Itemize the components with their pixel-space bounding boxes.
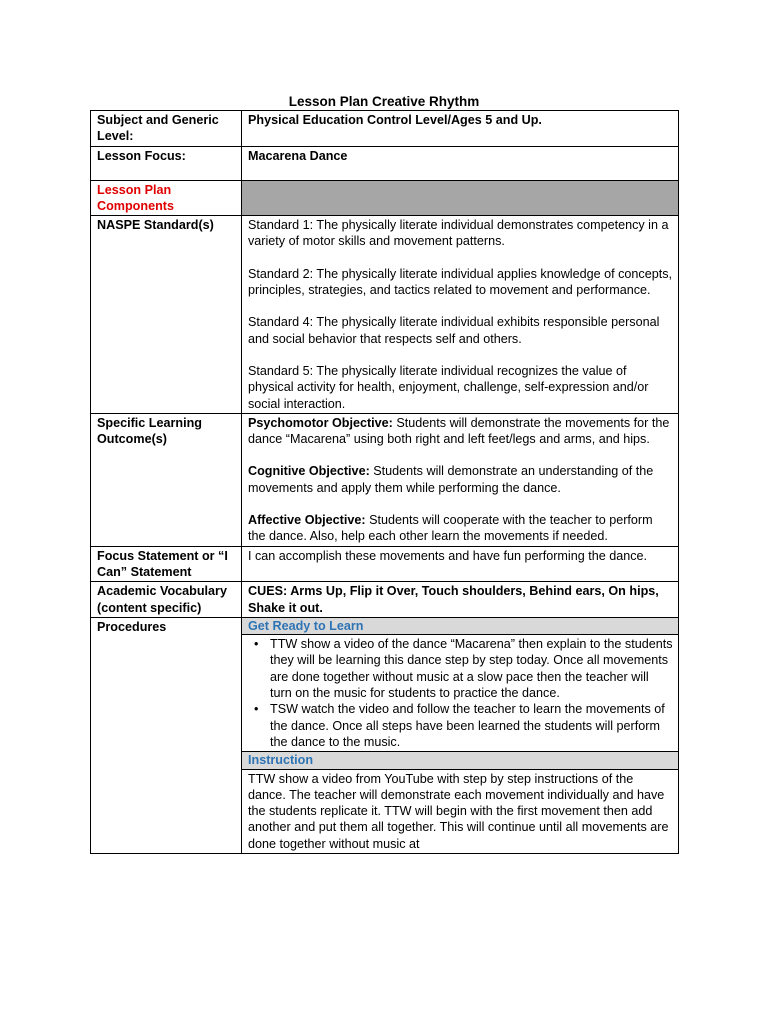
cognitive-objective bbox=[248, 463, 673, 496]
cognitive-label: Cognitive Objective: bbox=[248, 464, 370, 479]
components-row bbox=[91, 180, 679, 216]
affective-text: Students will cooperate with the teacher to perform the dance. Also, help each other learn the movements if needed. bbox=[248, 513, 653, 544]
lesson-focus-label: Lesson Focus: bbox=[91, 146, 242, 180]
document-title: Lesson Plan Creative Rhythm bbox=[288, 94, 480, 109]
standard-4: Standard 4: The physically literate individual exhibits responsible personal and social behavior that respects self and others. bbox=[248, 315, 660, 346]
instruction-heading: Instruction bbox=[242, 752, 679, 769]
subject-label: Subject and Generic Level: bbox=[91, 111, 242, 147]
lesson-plan-table bbox=[90, 110, 679, 854]
standard-5: Standard 5: The physically literate individual recognizes the value of physical activity for health, enjoyment, challenge, self-expression and/or social interaction. bbox=[248, 363, 649, 411]
psychomotor-text: Students will demonstrate the movements for the dance “Macarena” using both right and left feet/legs and arms, and hips. bbox=[248, 415, 670, 447]
subject-row bbox=[91, 111, 679, 147]
psychomotor-objective bbox=[248, 415, 673, 448]
instruction-text: TTW show a video from YouTube with step by step instructions of the dance. The teacher will demonstrate each movement individually and have the students replicate it. TTW will begin with the first movement then add another and put them all together. This will continue until all movements are done together without music at bbox=[242, 769, 679, 853]
naspe-row bbox=[91, 216, 679, 414]
affective-objective bbox=[248, 512, 673, 545]
lesson-focus-value: Macarena Dance bbox=[242, 146, 679, 180]
procedures-label: Procedures bbox=[91, 617, 242, 853]
list-item: • TSW watch the video and follow the teacher to learn the movements of the dance. Once all steps have been learned the students will perform the dance to the music. bbox=[270, 701, 673, 750]
vocabulary-row bbox=[91, 582, 679, 618]
subject-value: Physical Education Control Level/Ages 5 and Up. bbox=[242, 111, 679, 147]
naspe-label: NASPE Standard(s) bbox=[91, 216, 242, 414]
procedures-row bbox=[91, 617, 679, 634]
affective-label: Affective Objective: bbox=[248, 513, 366, 528]
get-ready-heading: Get Ready to Learn bbox=[242, 617, 679, 634]
get-ready-list bbox=[248, 636, 673, 750]
components-label: Lesson Plan Components bbox=[91, 180, 242, 216]
lesson-focus-row bbox=[91, 146, 679, 180]
outcomes-objectives bbox=[242, 413, 679, 546]
cognitive-text: Students will demonstrate an understanding of the movements and apply them while performing the dance. bbox=[248, 464, 654, 495]
get-ready-content bbox=[242, 635, 679, 752]
vocabulary-label: Academic Vocabulary (content specific) bbox=[91, 582, 242, 618]
focus-statement-row bbox=[91, 546, 679, 582]
outcomes-row bbox=[91, 413, 679, 546]
focus-statement-label: Focus Statement or “I Can” Statement bbox=[91, 546, 242, 582]
outcomes-label: Specific Learning Outcome(s) bbox=[91, 413, 242, 546]
psychomotor-label: Psychomotor Objective: bbox=[248, 415, 393, 430]
components-header-cell bbox=[242, 180, 679, 216]
standard-2: Standard 2: The physically literate individual applies knowledge of concepts, principles, strategies, and tactics related to movement and performance. bbox=[248, 266, 673, 298]
naspe-standards bbox=[242, 216, 679, 414]
vocabulary-value: CUES: Arms Up, Flip it Over, Touch shoulders, Behind ears, On hips, Shake it out. bbox=[242, 582, 679, 618]
list-item: • TTW show a video of the dance “Macarena” then explain to the students they will be learning this dance step by step today. Once all movements are done together without music at a slow pace then the teacher will turn on the music for students to practice the dance. bbox=[270, 636, 673, 701]
standard-1: Standard 1: The physically literate individual demonstrates competency in a variety of motor skills and movement patterns. bbox=[248, 218, 669, 249]
focus-statement-value: I can accomplish these movements and have fun performing the dance. bbox=[242, 546, 679, 582]
